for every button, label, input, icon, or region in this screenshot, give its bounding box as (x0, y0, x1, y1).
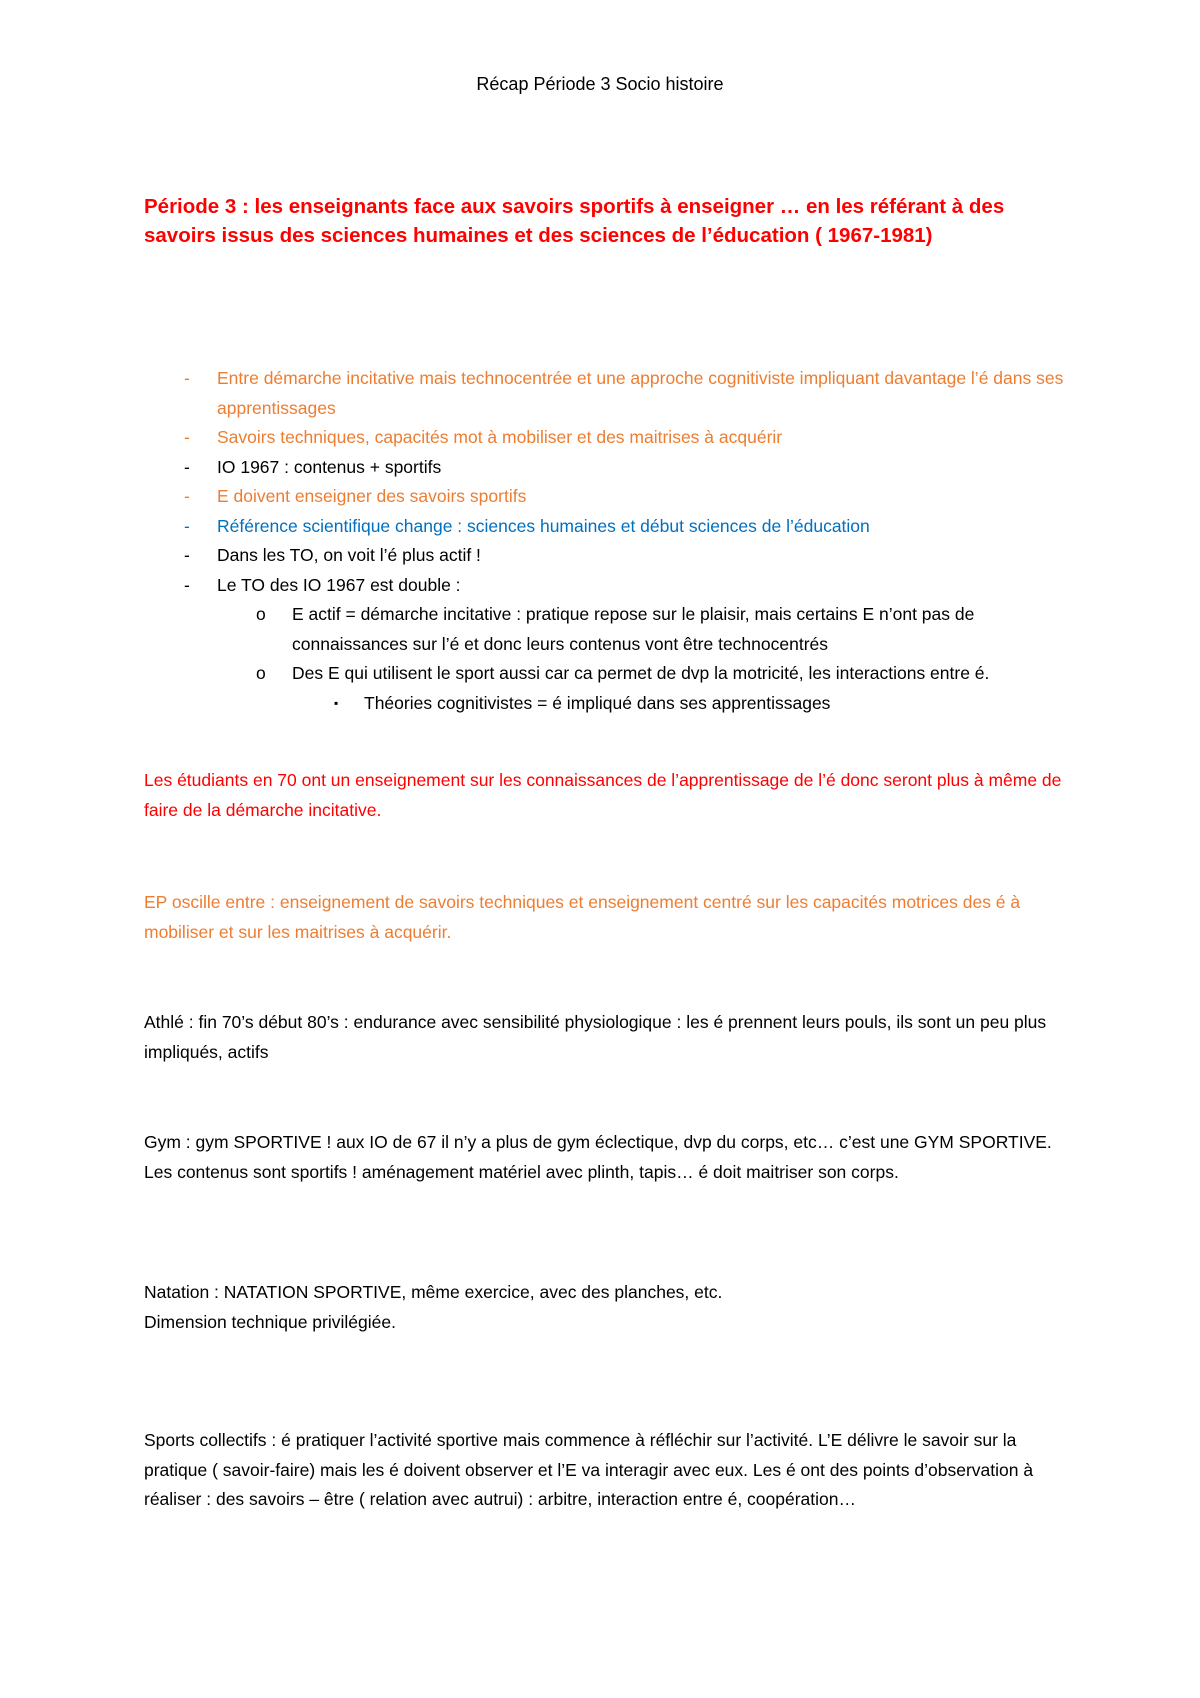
list-item-text: Le TO des IO 1967 est double : (217, 574, 461, 595)
sublist-item-text: Des E qui utilisent le sport aussi car ca permet de dvp la motricité, les interactions entre é. (292, 663, 990, 683)
list-item (144, 482, 1084, 512)
paragraph-natation (144, 1278, 1064, 1337)
dash-marker: - (184, 368, 190, 388)
section-title: Période 3 : les enseignants face aux savoirs sportifs à enseigner … en les référant à des savoirs issus des sciences humaines et des sciences de l’éducation ( 1967-1981) (144, 195, 1005, 247)
subsublist-item-text: Théories cognitivistes = é impliqué dans ses apprentissages (364, 692, 831, 713)
paragraph-ep: EP oscille entre : enseignement de savoirs techniques et enseignement centré sur les capacités motrices des é à mobiliser et sur les maitrises à acquérir. (144, 892, 1021, 942)
list-item (144, 512, 1084, 542)
bullet-list (144, 364, 1084, 718)
circle-marker: o (256, 604, 266, 624)
sublist-item-text: E actif = démarche incitative : pratique repose sur le plaisir, mais certains E n’ont pas de connaissances sur l’é et donc leurs contenus vont être technocentrés (292, 604, 975, 654)
paragraph-athle: Athlé : fin 70’s début 80’s : endurance avec sensibilité physiologique : les é prennent leurs pouls, ils sont un peu plus impliqués, actifs (144, 1012, 1047, 1062)
circle-marker: o (256, 663, 266, 683)
list-item (144, 453, 1084, 483)
square-marker: ▪ (334, 695, 339, 710)
natation-line-1: Natation : NATATION SPORTIVE, même exercice, avec des planches, etc. (144, 1282, 723, 1302)
list-item (144, 364, 1084, 423)
list-item (144, 571, 1084, 601)
paragraph-sports: Sports collectifs : é pratiquer l’activité sportive mais commence à réfléchir sur l’activité. L’E délivre le savoir sur la pratique ( savoir-faire) mais les é doivent observer et l’E va interagir avec eux. Les é ont des points d’observation à réaliser : des savoirs – être ( relation avec autrui) : arbitre, interaction entre é, coopération… (144, 1430, 1034, 1509)
dash-marker: - (184, 545, 190, 565)
list-item-text: Entre démarche incitative mais technocentrée et une approche cognitiviste impliquant davantage l’é dans ses apprentissages (217, 368, 1064, 418)
page-header: Récap Période 3 Socio histoire (476, 74, 724, 94)
dash-marker: - (184, 456, 190, 477)
paragraph-etudiants: Les étudiants en 70 ont un enseignement sur les connaissances de l’apprentissage de l’é donc seront plus à même de faire de la démarche incitative. (144, 770, 1062, 820)
natation-line-2: Dimension technique privilégiée. (144, 1311, 396, 1332)
list-item-text: IO 1967 : contenus + sportifs (217, 456, 442, 477)
dash-marker: - (184, 515, 190, 536)
dash-marker: - (184, 486, 190, 506)
list-item (144, 541, 1084, 571)
dash-marker: - (184, 427, 190, 447)
sublist-item (144, 600, 1084, 659)
dash-marker: - (184, 574, 190, 595)
list-item-text: E doivent enseigner des savoirs sportifs (217, 486, 527, 506)
paragraph-gym: Gym : gym SPORTIVE ! aux IO de 67 il n’y a plus de gym éclectique, dvp du corps, etc… c’est une GYM SPORTIVE. Les contenus sont sportifs ! aménagement matériel avec plinth, tapis… é doit maitriser son corps. (144, 1132, 1052, 1182)
list-item-text: Savoirs techniques, capacités mot à mobiliser et des maitrises à acquérir (217, 427, 783, 447)
list-item (144, 423, 1084, 453)
sublist-item (144, 659, 1084, 689)
list-item-text: Référence scientifique change : sciences humaines et début sciences de l’éducation (217, 515, 870, 536)
subsublist-item (144, 689, 1084, 719)
list-item-text: Dans les TO, on voit l’é plus actif ! (217, 545, 481, 565)
